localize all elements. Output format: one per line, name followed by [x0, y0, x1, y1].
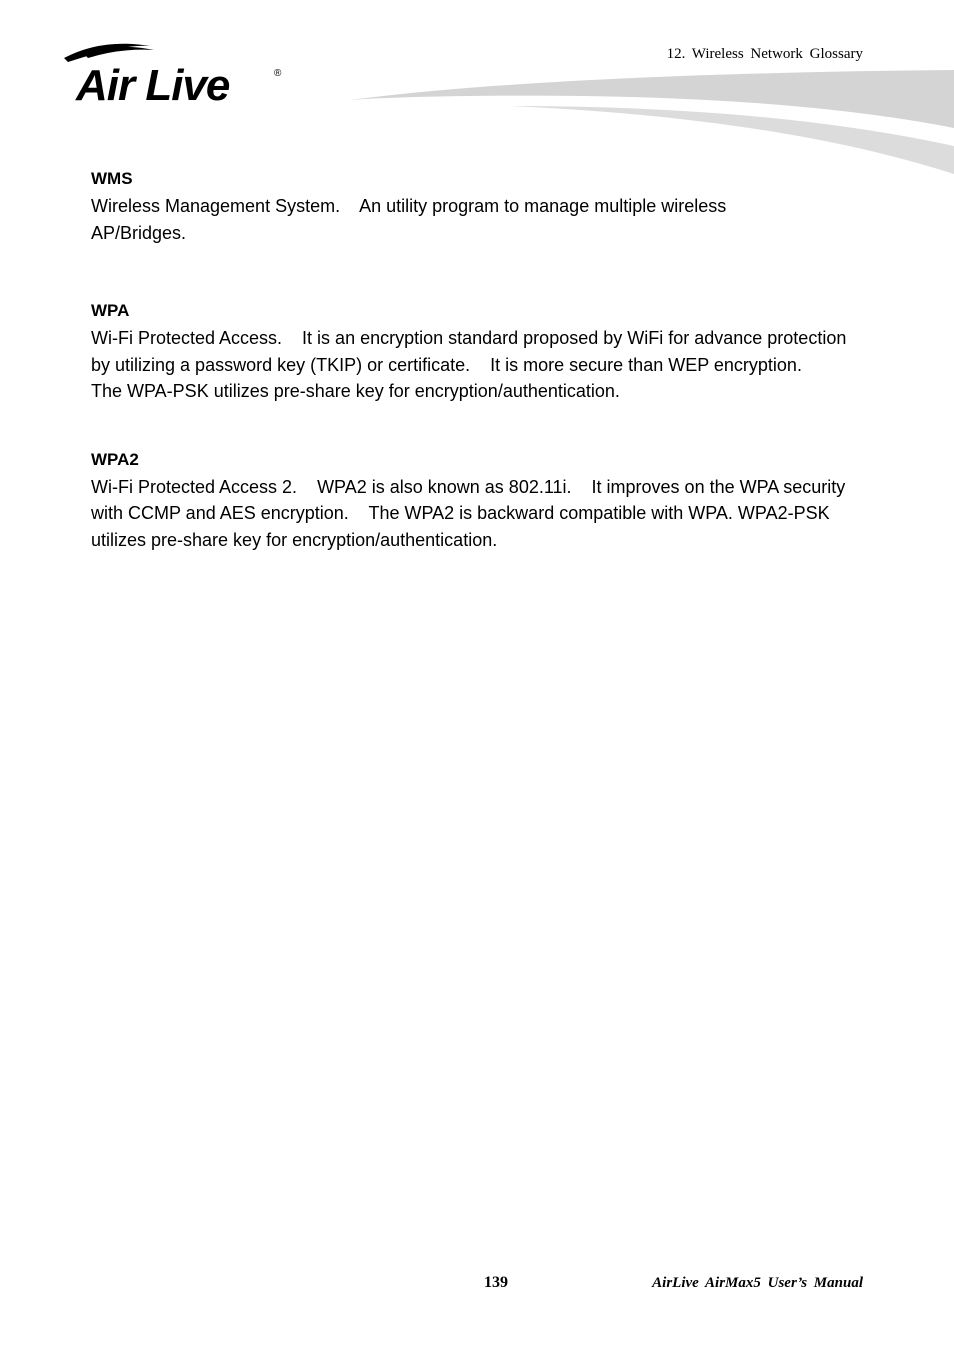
glossary-entry-wms [91, 168, 871, 246]
header-swoosh-decoration [350, 66, 954, 178]
glossary-entry-wpa [91, 300, 871, 405]
term-description: Wireless Management System. An utility program to manage multiple wireless AP/Bridges. [91, 196, 731, 243]
chapter-title: 12. Wireless Network Glossary [666, 46, 863, 62]
term-title: WPA [91, 301, 130, 320]
logo-registered-mark: ® [274, 68, 282, 79]
term-title: WPA2 [91, 449, 139, 469]
glossary-entry-wpa2 [91, 449, 871, 554]
manual-title: AirLive AirMax5 User’s Manual [652, 1275, 863, 1291]
page-number: 139 [484, 1274, 508, 1291]
glossary-content [91, 168, 871, 591]
term-description: Wi-Fi Protected Access 2. WPA2 is also known as 802.11i. It improves on the WPA security with CCMP and AES encryption. The WPA2 is backward compatible with WPA. WPA2-PSK utilizes pre-share key for encryption/authentication. [91, 476, 851, 550]
term-description: Wi-Fi Protected Access. It is an encryption standard proposed by WiFi for advance protection by utilizing a password key (TKIP) or certificate. It is more secure than WEP encryption. The WPA-PSK utilizes pre-share key for encryption/authentication. [91, 328, 852, 401]
term-title: WMS [91, 169, 133, 188]
airlive-logo [62, 40, 292, 106]
logo-text: Air Live [76, 61, 230, 106]
